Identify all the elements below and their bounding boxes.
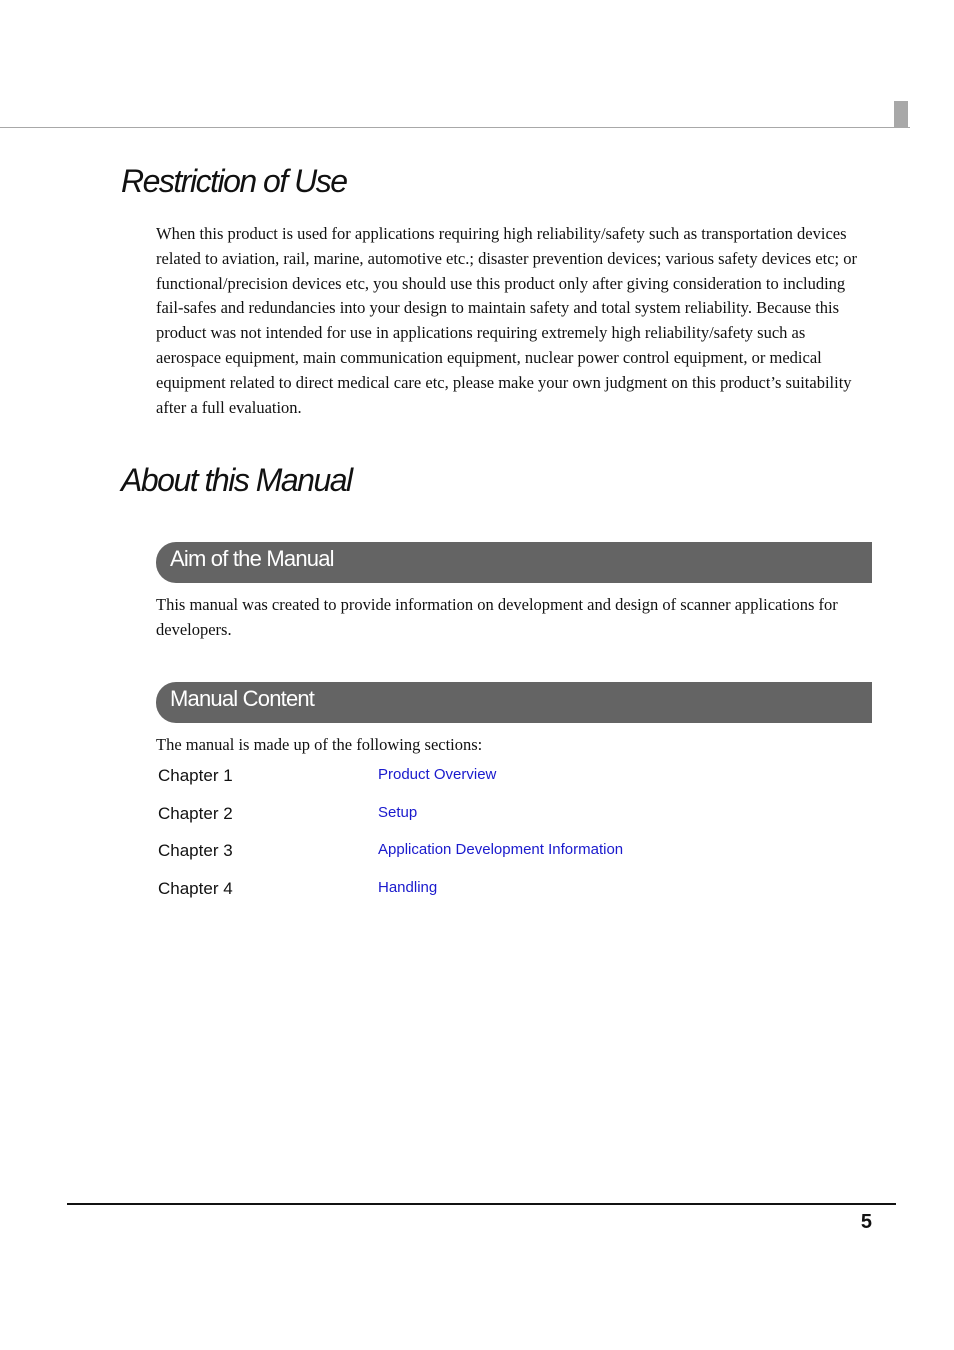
about-this-manual-heading: About this Manual: [121, 462, 352, 498]
page-number: 5: [860, 1211, 872, 1233]
chapter-row: [158, 875, 758, 913]
chapter-tab-marker: [894, 101, 908, 127]
chapter-number: Chapter 1: [158, 766, 233, 785]
chapter-link-application-development-information[interactable]: Application Development Information: [378, 841, 624, 859]
chapter-number: Chapter 3: [158, 841, 233, 861]
footer-rule: [67, 1203, 896, 1205]
chapter-row: [158, 837, 758, 875]
manual-content-intro: The manual is made up of the following sections:: [156, 735, 483, 754]
chapter-number: Chapter 4: [158, 879, 233, 899]
header-rule: [0, 127, 910, 128]
aim-of-the-manual-paragraph: This manual was created to provide information on development and design of scanner applications for developers.: [156, 595, 838, 639]
chapter-row: [158, 800, 758, 838]
chapter-row: [158, 762, 758, 800]
chapter-number: Chapter 2: [158, 803, 233, 823]
restriction-of-use-heading: Restriction of Use: [121, 163, 347, 199]
restriction-of-use-paragraph: When this product is used for applications requiring high reliability/safety such as transportation devices related to aviation, rail, marine, automotive etc.; disaster prevention devices; various safety devices etc; or functional/precision devices etc, you should use this product only after giving consideration to including fail-safes and redundancies into your design to maintain safety and total system reliability. Because this product was not intended for use in applications requiring extremely high reliability/safety such as aerospace equipment, main communication equipment, nuclear power control equipment, or medical equipment related to direct medical care etc, please make your own judgment on this product’s suitability after a full evaluation.: [156, 224, 857, 417]
aim-of-the-manual-subheading: Aim of the Manual: [156, 542, 872, 583]
chapter-link-product-overview[interactable]: Product Overview: [378, 766, 497, 783]
manual-content-subheading: Manual Content: [156, 682, 872, 723]
chapter-link-handling[interactable]: Handling: [378, 879, 438, 897]
chapter-link-setup[interactable]: Setup: [378, 803, 418, 821]
chapter-list: [158, 762, 758, 913]
